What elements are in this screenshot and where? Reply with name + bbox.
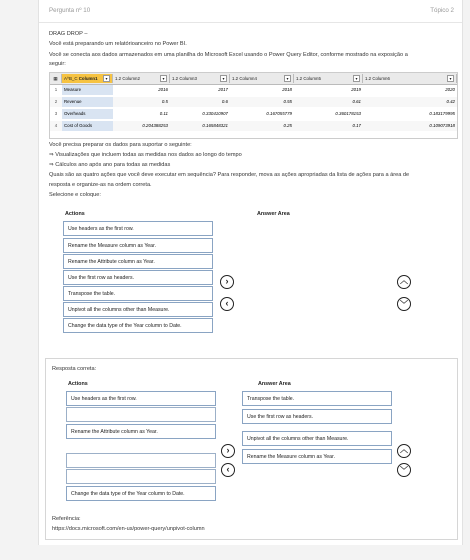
after-line-1: Você precisa preparar os dados para suportar o seguinte: [49,142,192,148]
table-row: 3 Overheads 0.11 0.330410907 0.167055779 0.360178153 0.183179995 [50,109,457,119]
chevron-down-icon[interactable]: ▾ [284,75,291,82]
after-line-5: resposta e organize-as na ordem correta. [49,182,152,188]
answer-actions-heading: Actions [68,381,88,387]
question-line-2: Você se conecta aos dados armazenados em uma planilha do Microsoft Excel usando o Power Query Editor, conforme mostrado na exposição a [49,52,408,58]
chevron-down-icon[interactable]: ▾ [353,75,360,82]
move-left-icon: ‹ [221,463,235,477]
move-right-icon[interactable]: › [220,275,234,289]
action-item[interactable]: Use the first row as headers. [63,270,213,285]
reference-label: Referência: [52,516,81,522]
after-line-2: ⇒ Visualizações que incluem todas as medidas nos dados ao longo do tempo [49,152,242,158]
move-up-icon[interactable]: ︿ [397,275,411,289]
actions-heading: Actions [65,211,85,217]
column-header-6[interactable]: 1.2 Column6 ▾ [363,74,457,83]
move-right-icon: › [221,444,235,458]
table-row: 1 Measure 2016 2017 2018 2019 2020 [50,85,457,95]
answer-left-item: Change the data type of the Year column to Date. [66,486,216,501]
column-header-5[interactable]: 1.2 Column5 ▾ [294,74,363,83]
action-item[interactable]: Unpivot all the columns other than Measure. [63,302,213,317]
chevron-down-icon[interactable]: ▾ [160,75,167,82]
action-item[interactable]: Change the data type of the Year column to Date. [63,318,213,333]
question-line-3: seguir: [49,61,66,67]
answer-left-empty-slot [66,469,216,484]
column-header-4[interactable]: 1.2 Column4 ▾ [230,74,294,83]
column-header-3[interactable]: 1.2 Column3 ▾ [170,74,230,83]
table-icon: ▦ [50,74,62,83]
answer-right-item: Use the first row as headers. [242,409,392,424]
answer-right-item: Unpivot all the columns other than Measure. [242,431,392,446]
power-query-exhibit [49,72,458,139]
answer-area-heading: Answer Area [257,211,290,217]
answer-left-item: Use headers as the first row. [66,391,216,406]
table-row: 2 Revenue 0.5 0.6 0.55 0.61 0.42 [50,97,457,107]
chevron-down-icon[interactable]: ▾ [447,75,454,82]
after-line-6: Selecione e coloque: [49,192,101,198]
correct-answer-title: Resposta correta: [52,366,97,372]
topic-label: Tópico 2 [430,7,454,14]
after-line-3: ⇒ Cálculos ano após ano para todas as medidas [49,162,171,168]
move-left-icon[interactable]: ‹ [220,297,234,311]
column-header-1[interactable]: A^B_C Column1 ▾ [62,74,113,83]
pq-header-row [50,73,457,85]
reference-link[interactable]: https://docs.microsoft.com/en-us/power-query/unpivot-column [52,526,205,532]
move-down-icon[interactable]: ﹀ [397,297,411,311]
move-down-icon: ﹀ [397,463,411,477]
answer-area-heading: Answer Area [258,381,291,387]
answer-left-empty-slot [66,453,216,468]
question-line-1: Você está preparando um relatórioanceiro no Power BI. [49,41,187,47]
action-item[interactable]: Transpose the table. [63,286,213,301]
action-item[interactable]: Rename the Attribute column as Year. [63,254,213,269]
answer-left-item: Rename the Attribute column as Year. [66,424,216,439]
answer-left-empty-slot [66,407,216,422]
after-line-4: Quais são as quatro ações que você deve executar em sequência? Para responder, mova as ações apropriadas da lista de ações para a área de [49,172,410,178]
question-header [39,0,462,23]
chevron-down-icon[interactable]: ▾ [220,75,227,82]
move-up-icon: ︿ [397,444,411,458]
question-type: DRAG DROP – [49,31,88,37]
action-item[interactable]: Rename the Measure column as Year. [63,238,213,253]
question-card [38,0,463,545]
answer-right-item: Transpose the table. [242,391,392,406]
column-header-2[interactable]: 1.2 Column2 ▾ [113,74,170,83]
question-number: Pergunta nº 10 [49,7,91,14]
chevron-down-icon[interactable]: ▾ [103,75,110,82]
action-item[interactable]: Use headers as the first row. [63,221,213,236]
correct-answer-panel [45,358,458,540]
answer-right-item: Rename the Measure column as Year. [242,449,392,464]
table-row: 4 Cost of Goods 0.204388253 0.165848321 0.25 0.17 0.109073918 [50,121,457,131]
